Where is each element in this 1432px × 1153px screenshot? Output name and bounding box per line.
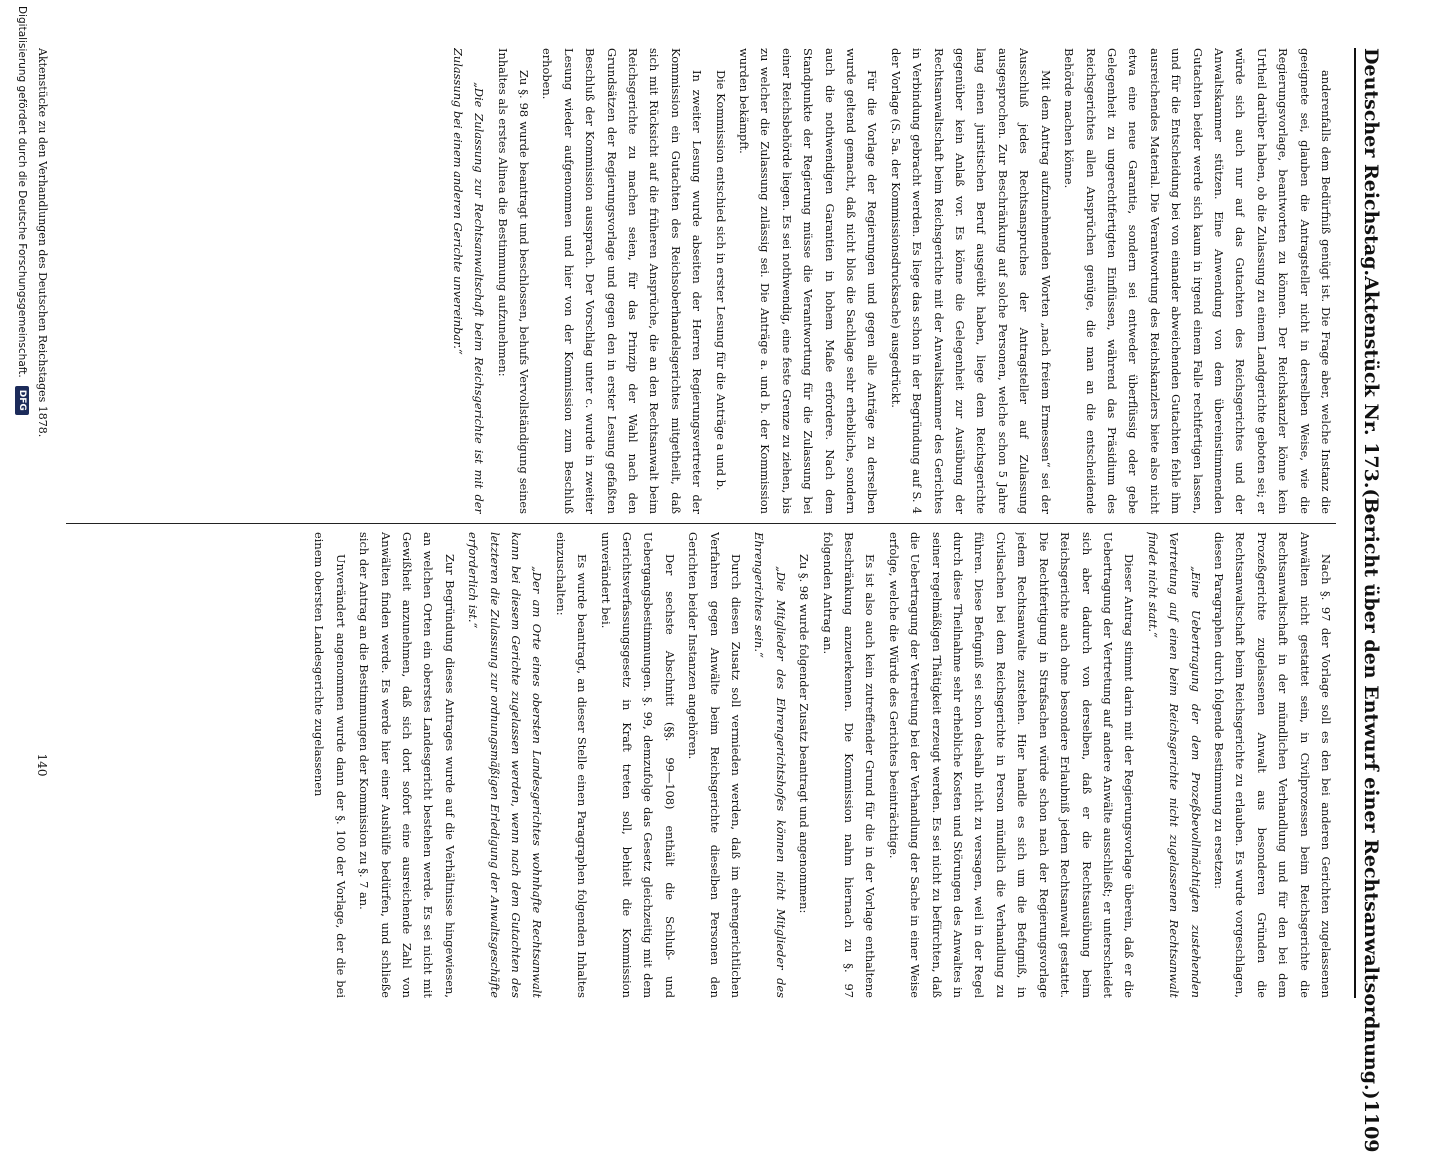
paragraph: Die Kommission entschied sich in erster Lesung für die Anträge a und b. <box>713 70 728 491</box>
page-header <box>1354 48 1388 1153</box>
digitization-note <box>4 0 40 1000</box>
paragraph: Unverändert angenommen wurde dann der §. 100 der Vorlage, der die bei einem obersten Landesgerichte zugelassenen <box>312 532 348 998</box>
digitization-note-text: Digitalisierung gefördert durch die Deutsche Forschungsgemeinschaft. <box>16 6 28 378</box>
paragraph: Zu §. 98 wurde folgender Zusatz beantragt und angenommen: <box>797 554 812 914</box>
right-column <box>66 532 1336 998</box>
quote-paragraph: „Eine Uebertragung der dem Prozeßbevollmächtigten zustehenden Vertretung auf einen beim Reichsgerichte nicht zugelassenen Rechtsanwalt findet nicht statt.“ <box>1145 532 1203 998</box>
paragraph: anderenfalls dem Bedürfniß genügt ist. Die Frage aber, welche Instanz die geeignete sei, glauben die Antragsteller nicht in derselben Weise, wie die Regierungsvorlage, beantworten zu können. Der Reichskanzler könne kein Urtheil darüber haben, ob die Zulassung zu einem Landgerichte geboten sei; er würde sich auch nur auf das Gutachten des Reichsgerichtes und der Anwaltskammer stützen. Eine Anwendung von dem übereinstimmenden Gutachten beider werde sich kaum in irgend einem Falle rechtfertigen lassen, und für die Entscheidung bei von einander abweichenden Gutachten fehle ihm ausreichendes Material. Die Verantwortung des Reichskanzlers biete also nicht etwa eine neue Garantie, sondern sei entweder überflüssig oder gebe Gelegenheit zu ungerechtfertigten Einflüssen, während das Präsidium des Reichsgerichtes allen Ansprüchen genüge, die man an die entscheidende Behörde machen könne. <box>1062 48 1333 514</box>
paragraph: Dieser Antrag stimmt darin mit der Regierungsvorlage überein, daß er die Uebertragung der Vertretung auf andere Anwälte ausschließt; er unterscheidet sich aber dadurch von derselben, daß er die Rechtsausübung beim Reichsgerichte auch ohne besondere Erlaubniß jedem Rechtsanwalt gestattet. Die Rechtfertigung in Strafsachen würde schon nach der Regierungsvorlage jedem Rechtsanwalte zustehen. Hier handle es sich um die Befugniß, in Civilsachen bei dem Reichsgerichte in Person mündlich die Verhandlung zu führen. Diese Befugniß sei schon deshalb nicht zu versagen, weil in der Regel durch diese Theilnahme sehr erhebliche Kosten und Störungen des Anwaltes in seiner regelmäßigen Thätigkeit erzeugt werden. Es sei nicht zu befürchten, daß die Uebertragung der Vertretung bei der Verhandlung der Sache in einer Weise erfolge, welche die Würde des Gerichtes beeinträchtige. <box>886 532 1137 998</box>
paragraph: Mit dem Antrag aufzunehmenden Worten „nach freiem Ermessen“ sei der Ausschluß jedes Rechtsanspruches der Antragsteller auf Zulassung ausgesprochen. Zur Beschränkung auf solche Personen, welche schon 5 Jahre lang einen juristischen Beruf ausgeübt haben, liege dem Reichsgerichte gegenüber kein Anlaß vor. Es könne die Gelegenheit zur Ausübung der Rechtsanwaltschaft beim Reichsgerichte mit der Anwaltskammer des Gerichtes in Verbindung gebracht werden. Es liege das schon in der Begründung auf S. 4 der Vorlage (S. 5a. der Kommissionsdrucksache) ausgedrückt. <box>888 48 1053 514</box>
quote-paragraph: „Die Mitglieder des Ehrengerichtshofes können nicht Mitglieder des Ehrengerichtes sein.“ <box>752 532 788 998</box>
quote-paragraph: „Die Zulassung zur Rechtsanwaltschaft beim Reichsgerichte ist mit der Zulassung bei einem anderen Gerichte unvereinbar.“ <box>450 48 487 514</box>
paragraph: In zweiter Lesung wurde abseiten der Herren Regierungsvertreter der Kommission ein Gutachten des Reichsoberhandelsgerichtes mitgetheilt, daß sich mit Rücksicht auf die früheren Ansprüche, die an den Rechtsanwalt beim Reichsgerichte zu machen seien, für das Prinzip der Wahl nach den Grundsätzen der Regierungsvorlage und gegen den in erster Lesung gefaßten Beschluß der Kommission aussprach. Der Vorschlag unter c. wurde in zweiter Lesung wieder aufgenommen und hier von der Kommission zum Beschluß erhoben. <box>540 48 705 514</box>
column-divider <box>66 523 1336 524</box>
paragraph: Es ist also auch kein zutreffender Grund für die in der Vorlage enthaltene Beschränkung anzuerkennen. Die Kommission nahm hiernach zu §. 97 folgenden Antrag an. <box>820 532 878 998</box>
header-left: Deutscher Reichstag. <box>1360 48 1382 277</box>
paragraph: Nach §. 97 der Vorlage soll es den bei anderen Gerichten zugelassenen Anwälten nicht gestattet sein, in Civilprozessen beim Reichsgerichte die Rechtsanwaltschaft in der mündlichen Verhandlung und für den bei dem Prozeßgerichte zugelassenen Anwalt aus besonderen Gründen die Rechtsanwaltschaft beim Reichsgerichte zu erlauben. Es wurde vorgeschlagen, diesen Paragraphen durch folgende Bestimmung zu ersetzen: <box>1211 532 1333 998</box>
quote-paragraph: „Der am Orte eines obersten Landesgerichtes wohnhafte Rechtsanwalt kann bei diesem Gerichte zugelassen werden, wenn nach dem Gutachten des letzteren die Zulassung zur ordnungsmäßigen Erledigung der Anwaltsgeschäfte erforderlich ist.“ <box>466 532 545 998</box>
header-page-number: 1109 <box>1360 1099 1382 1153</box>
paragraph: Zur Begründung dieses Antrages wurde auf die Verhältnisse hingewiesen, an welchen Orten ein oberstes Landesgericht bestehen werde. Es sei nicht mit Gewißheit anzunehmen, daß sich dort sofort eine ausreichende Zahl von Anwälten finden werde. Es werde hier einer Aushülfe bedürfen, und schließe sich der Antrag an die Bestimmungen der Kommission zu §. 7 an. <box>357 532 457 998</box>
left-footer: Aktenstücke zu den Verhandlungen des Deutschen Reichstages 1878. <box>36 48 49 438</box>
paragraph: Es wurde beantragt, an dieser Stelle einen Paragraphen folgenden Inhaltes einzuschalten: <box>553 532 590 998</box>
paragraph: Für die Vorlage der Regierungen und gegen alle Anträge zu derselben wurde geltend gemacht, daß nicht blos die Sachlage sehr erhebliche, sondern auch die nothwendigen Garantien in hohem Maße erfordere. Nach dem Standpunkte der Regierung müsse die Verantwortung für die Zulassung bei einer Reichsbehörde liegen. Es sei nothwendig, eine feste Grenze zu ziehen, bis zu welcher die Zulassung zulässig sei. Die Anträge a. und b. der Kommission wurden bekämpft. <box>737 48 880 514</box>
header-middle: Aktenstück Nr. 173. <box>1360 276 1382 489</box>
dfg-logo: DFG <box>15 386 29 415</box>
paragraph: Der sechste Abschnitt (§§. 99—108) enthält die Schluß- und Uebergangsbestimmungen. §. 99, demzufolge das Gesetz gleichzeitig mit dem Gerichtsverfassungsgesetz in Kraft treten soll, behielt die Kommission unverändert bei. <box>598 532 677 998</box>
page-number: 140 <box>35 753 49 777</box>
paragraph: Durch diesen Zusatz soll vermieden werden, daß im ehrengerichtlichen Verfahren gegen Anwälte beim Reichsgerichte dieselben Personen den Gerichten beider Instanzen angehören. <box>686 532 744 998</box>
left-column <box>66 48 1336 514</box>
paragraph: Zu §. 98 wurde beantragt und beschlossen, behufs Vervollständigung seines Inhaltes als erstes Alinea die Bestimmung aufzunehmen: <box>495 48 531 514</box>
header-title: (Bericht über den Entwurf einer Rechtsanwaltsordnung.) <box>1360 488 1382 1100</box>
